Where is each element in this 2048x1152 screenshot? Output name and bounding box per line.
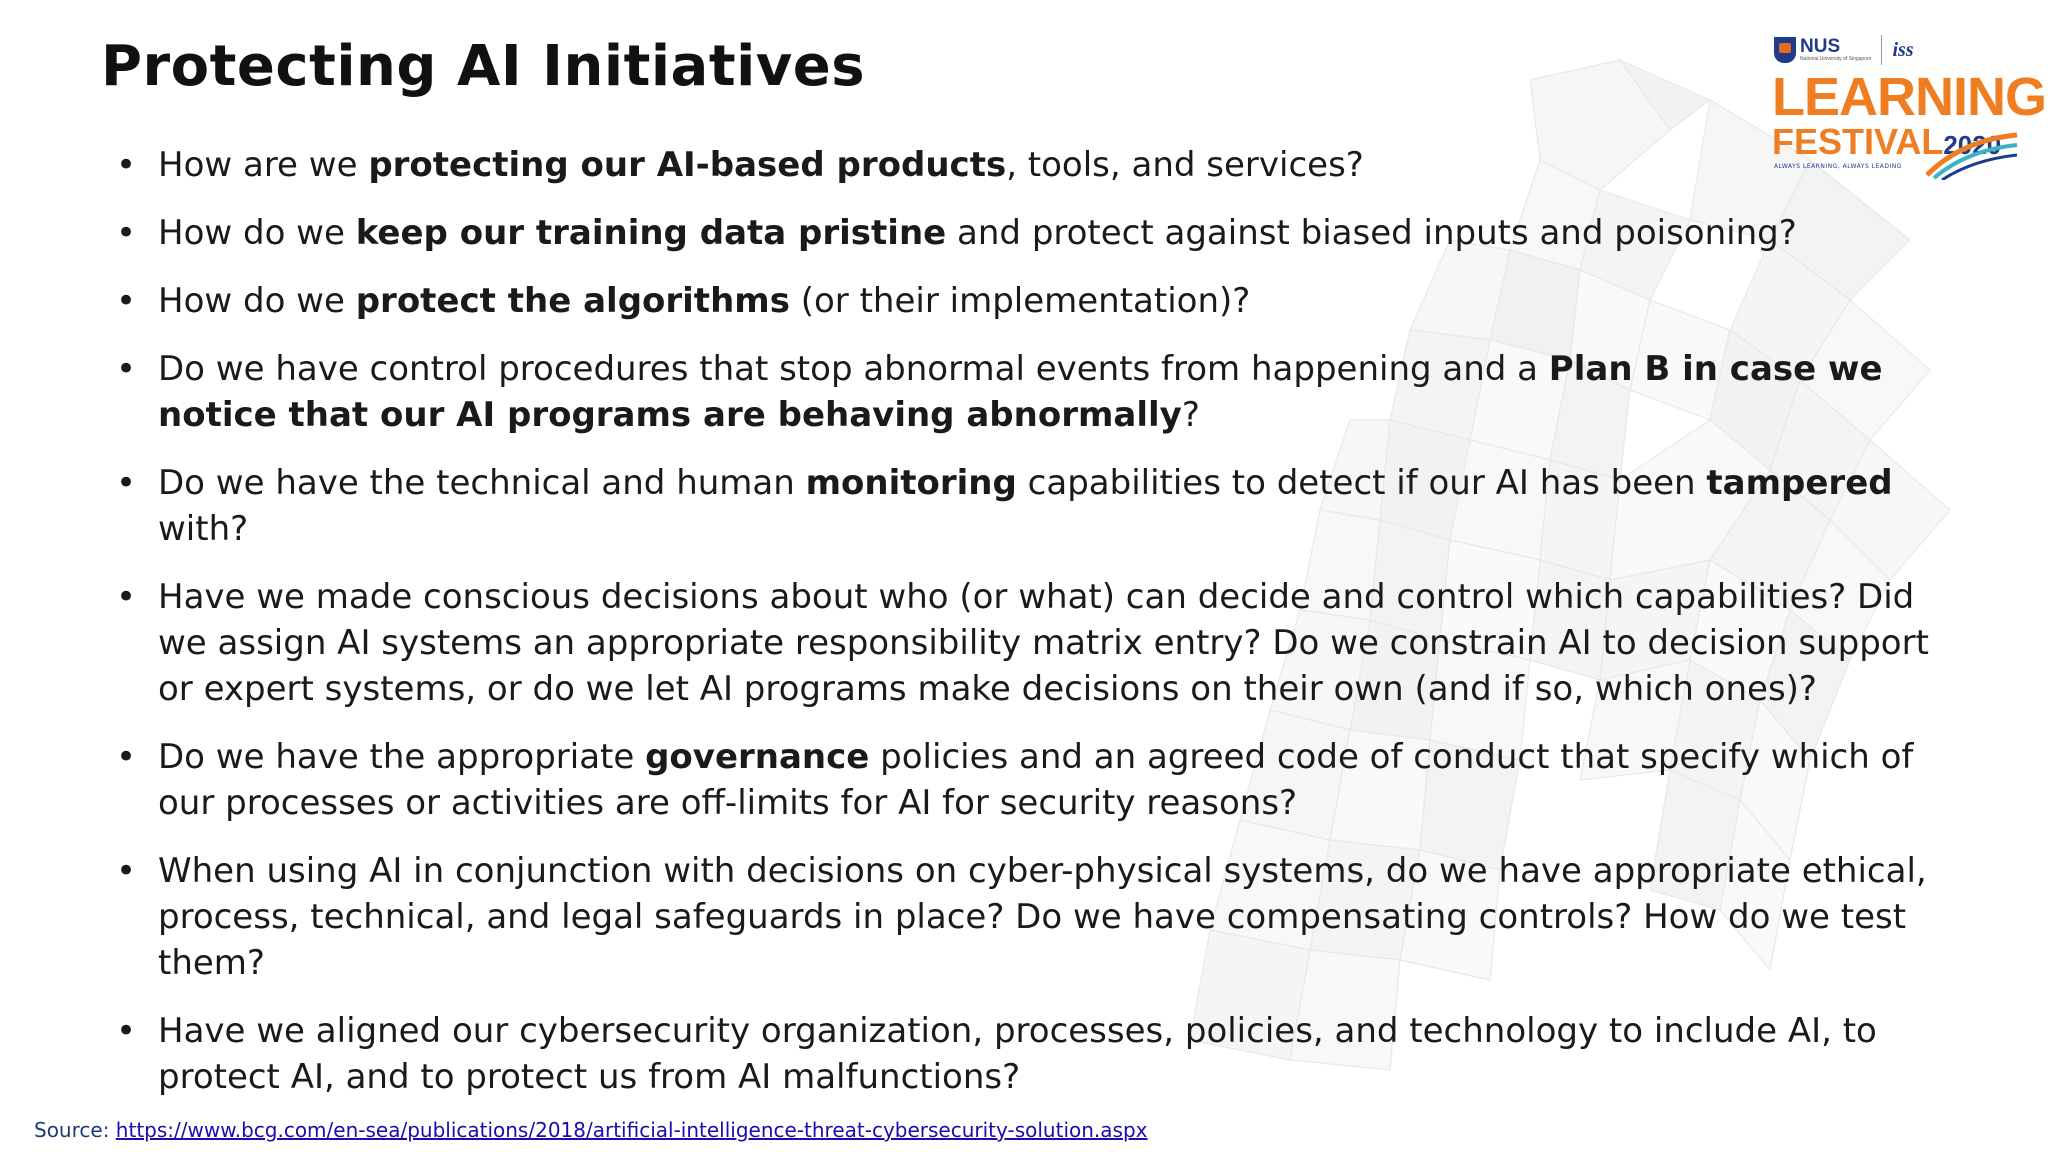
bullet-text: When using AI in conjunction with decisions on cyber-physical systems, do we have appropriate ethical, process, technical, and legal safeguards in place? Do we have compensating controls? How do we test them? bbox=[158, 851, 1927, 983]
logo-tagline: ALWAYS LEARNING, ALWAYS LEADING bbox=[1774, 163, 1902, 170]
bullet-item bbox=[112, 346, 1942, 438]
bullet-list bbox=[112, 142, 1942, 1122]
bullet-text: Do we have the technical and human bbox=[158, 463, 806, 503]
bullet-item bbox=[112, 848, 1942, 986]
bullet-item bbox=[112, 1008, 1942, 1100]
bullet-item bbox=[112, 574, 1942, 712]
bullet-text: with? bbox=[158, 509, 249, 549]
source-link[interactable]: https://www.bcg.com/en-sea/publications/2018/artificial-intelligence-threat-cybersecurity-solution.aspx bbox=[115, 1118, 1148, 1142]
bullet-bold-text: monitoring bbox=[805, 463, 1017, 503]
bullet-text: Have we aligned our cybersecurity organization, processes, policies, and technology to include AI, to protect AI, and to protect us from AI malfunctions? bbox=[158, 1011, 1877, 1097]
nus-wordmark: NUS bbox=[1800, 36, 1841, 57]
bullet-text: Do we have control procedures that stop abnormal events from happening and a bbox=[158, 349, 1549, 389]
source-label: Source: bbox=[34, 1118, 116, 1142]
bullet-text: (or their implementation)? bbox=[789, 281, 1251, 321]
bullet-item bbox=[112, 460, 1942, 552]
bullet-text: How do we bbox=[158, 213, 356, 253]
bullet-item bbox=[112, 734, 1942, 826]
bullet-text: capabilities to detect if our AI has been bbox=[1016, 463, 1707, 503]
bullet-text: Have we made conscious decisions about who (or what) can decide and control which capabilities? Did we assign AI systems an appropriate responsibility matrix entry? Do we constrain AI to decision support or expert systems, or do we let AI programs make decisions on their own (and if so, which ones)? bbox=[158, 577, 1929, 709]
bullet-item bbox=[112, 278, 1942, 324]
bullet-text: Do we have the appropriate bbox=[158, 737, 646, 777]
nus-crest-icon bbox=[1774, 37, 1796, 63]
logo-festival-text: FESTIVAL bbox=[1772, 121, 1944, 162]
bullet-text: ? bbox=[1181, 395, 1200, 435]
bullet-bold-text: Plan B in case we notice that our AI programs are behaving abnormally bbox=[158, 349, 1883, 435]
bullet-text: How are we bbox=[158, 145, 369, 185]
logo-year-text: 2020 bbox=[1943, 130, 2002, 160]
bullet-item bbox=[112, 142, 1942, 188]
iss-wordmark: iss bbox=[1892, 38, 1914, 61]
bullet-text: , tools, and services? bbox=[1006, 145, 1364, 185]
logo-learning-text: LEARNING bbox=[1772, 67, 2046, 127]
bullet-text: How do we bbox=[158, 281, 356, 321]
bullet-item bbox=[112, 210, 1942, 256]
bullet-text: and protect against biased inputs and poisoning? bbox=[946, 213, 1797, 253]
bullet-bold-text: keep our training data pristine bbox=[355, 213, 947, 253]
logo-header bbox=[1774, 30, 1914, 70]
logo-divider bbox=[1881, 35, 1882, 65]
bullet-bold-text: governance bbox=[645, 737, 870, 777]
bullet-text: policies and an agreed code of conduct that specify which of our processes or activities are off-limits for AI for security reasons? bbox=[158, 737, 1914, 823]
slide-title: Protecting AI Initiatives bbox=[101, 34, 866, 99]
nus-subtitle: National University of Singapore bbox=[1800, 56, 1872, 62]
bullet-bold-text: protecting our AI-based products bbox=[368, 145, 1007, 185]
bullet-bold-text: protect the algorithms bbox=[355, 281, 790, 321]
source-citation bbox=[34, 1118, 1148, 1142]
bullet-bold-text: tampered bbox=[1706, 463, 1893, 503]
